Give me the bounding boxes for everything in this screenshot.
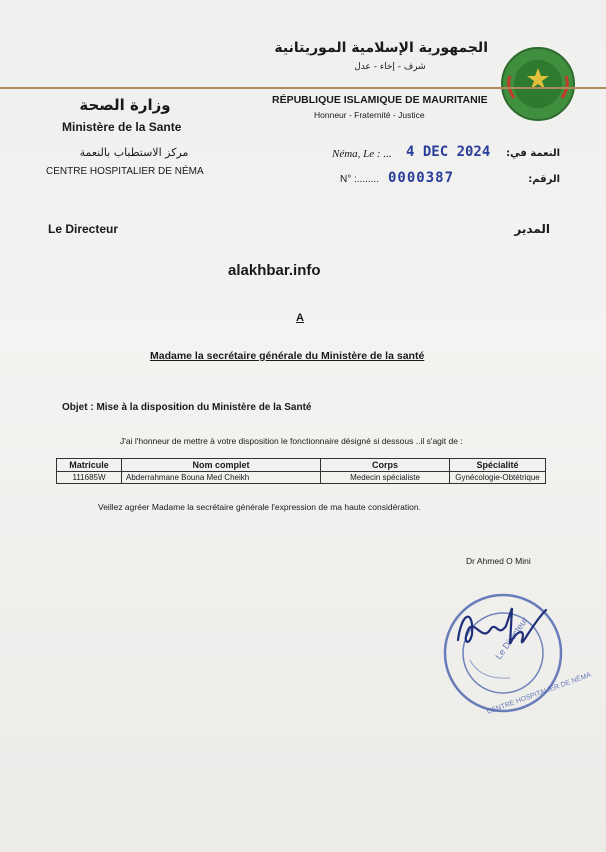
republic-arabic: الجمهورية الإسلامية الموريتانية <box>274 40 488 56</box>
to-marker: A <box>296 312 304 324</box>
date-stamp: 4 DEC 2024 <box>406 144 491 160</box>
reference-number: 0000387 <box>388 170 455 186</box>
column-header: Nom complet <box>122 459 321 472</box>
republic-french: RÉPUBLIQUE ISLAMIQUE DE MAURITANIE <box>272 94 488 106</box>
staff-table <box>56 458 546 484</box>
national-emblem-icon <box>500 46 576 122</box>
motto-french: Honneur - Fraternité - Justice <box>314 110 425 120</box>
number-label-french: N° :........ <box>340 174 380 185</box>
subject-line: Objet : Mise à la disposition du Ministère de la Santé <box>62 402 312 413</box>
matricule-cell: 111685W <box>57 472 122 484</box>
column-header: Spécialité <box>450 459 546 472</box>
speciality-cell: Gynécologie-Obtétrique <box>450 472 546 484</box>
ministry-french: Ministère de la Sante <box>62 120 182 134</box>
stamp-ring-text: CENTRE HOSPITALIER DE NÉMA <box>486 671 593 716</box>
name-cell: Abderrahmane Bouna Med Cheikh <box>122 472 321 484</box>
motto-arabic: شرف - إخاء - عدل <box>354 62 426 72</box>
column-header: Matricule <box>57 459 122 472</box>
table-header-row <box>57 459 546 472</box>
watermark-text: alakhbar.info <box>228 262 321 279</box>
recipient: Madame la secrétaire générale du Ministère de la santé <box>150 350 425 362</box>
sender-title-french: Le Directeur <box>48 222 119 236</box>
date-label-arabic: النعمة في: <box>506 148 560 159</box>
ministry-arabic: وزارة الصحة <box>79 96 171 114</box>
number-label-arabic: الرقم: <box>528 174 560 185</box>
signatory-name: Dr Ahmed O Mini <box>466 556 531 566</box>
column-header: Corps <box>321 459 450 472</box>
table-row <box>57 472 546 484</box>
signature-icon <box>452 600 552 660</box>
closing-sentence: Veillez agréer Madame la secrétaire générale l'expression de ma haute considération. <box>98 502 421 512</box>
intro-sentence: J'ai l'honneur de mettre à votre disposition le fonctionnaire désigné si dessous ..il s'agit de : <box>120 436 463 446</box>
hospital-french: CENTRE HOSPITALIER DE NÉMA <box>46 166 204 177</box>
date-label-french: Néma, Le : ... <box>332 148 392 160</box>
corps-cell: Medecin spécialiste <box>321 472 450 484</box>
header-rule <box>0 87 606 89</box>
stamp-text: Le Directeur <box>493 615 530 662</box>
hospital-arabic: مركز الاستطباب بالنعمة <box>79 146 189 159</box>
sender-title-arabic: المدير <box>514 222 550 236</box>
